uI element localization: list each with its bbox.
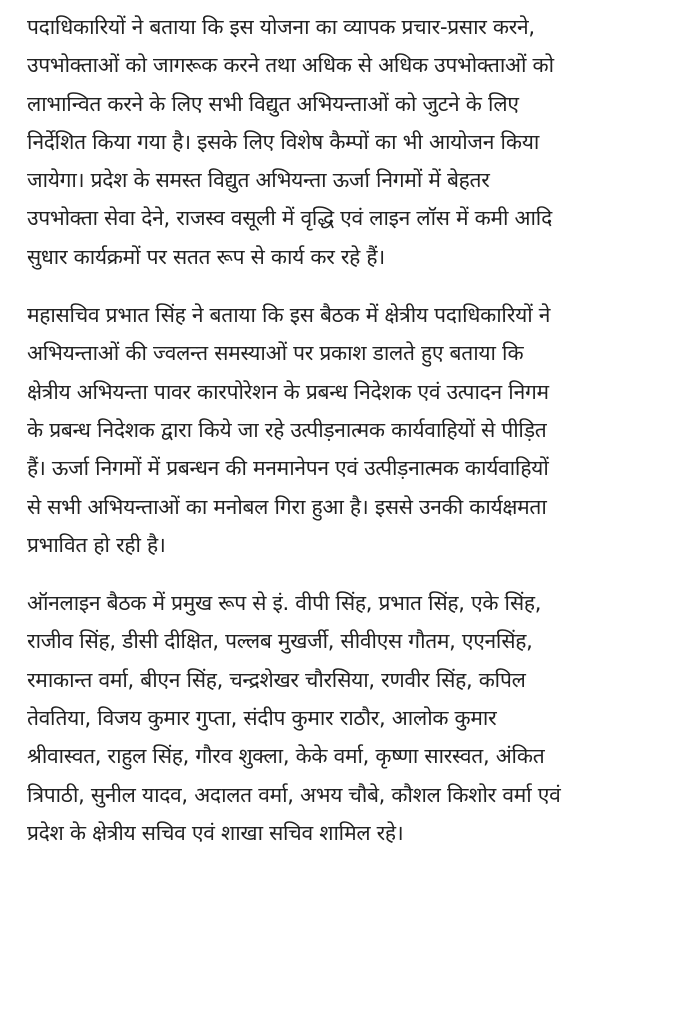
text-line: के प्रबन्ध निदेशक द्वारा किये जा रहे उत्पीड़नात्मक कार्यवाहियों से पीड़ित <box>27 417 547 442</box>
text-line: त्रिपाठी, सुनील यादव, अदालत वर्मा, अभय चौबे, कौशल किशोर वर्मा एवं <box>27 782 561 807</box>
paragraph-general-secretary <box>27 296 686 564</box>
text-line: पदाधिकारियों ने बताया कि इस योजना का व्यापक प्रचार-प्रसार करने, <box>27 15 535 39</box>
text-line: क्षेत्रीय अभियन्ता पावर कारपोरेशन के प्रबन्ध निदेशक एवं उत्पादन निगम <box>27 379 549 404</box>
text-line: उपभोक्ता सेवा देने, राजस्व वसूली में वृद्धि एवं लाइन लॉस में कमी आदि <box>27 206 552 231</box>
text-line: से सभी अभियन्ताओं का मनोबल गिरा हुआ है। इससे उनकी कार्यक्षमता <box>27 494 547 519</box>
paragraph-campaign <box>27 8 686 276</box>
text-line: लाभान्वित करने के लिए सभी विद्युत अभियन्ताओं को जुटने के लिए <box>27 91 519 116</box>
text-line: महासचिव प्रभात सिंह ने बताया कि इस बैठक में क्षेत्रीय पदाधिकारियों ने <box>27 303 551 328</box>
text-line: सुधार कार्यक्रमों पर सतत रूप से कार्य कर रहे हैं। <box>27 244 385 269</box>
text-line: प्रभावित हो रही है। <box>27 532 166 557</box>
text-line: श्रीवास्वत, राहुल सिंह, गौरव शुक्ला, केके वर्मा, कृष्णा सारस्वत, अंकित <box>27 744 545 769</box>
text-line: राजीव सिंह, डीसी दीक्षित, पल्लब मुखर्जी, सीवीएस गौतम, एएनसिंह, <box>27 629 533 654</box>
text-line: जायेगा। प्रदेश के समस्त विद्युत अभियन्ता ऊर्जा निगमों में बेहतर <box>27 168 490 193</box>
text-line: उपभोक्ताओं को जागरूक करने तथा अधिक से अधिक उपभोक्ताओं को <box>27 53 554 78</box>
text-line: निर्देशित किया गया है। इसके लिए विशेष कैम्पों का भी आयोजन किया <box>27 129 540 154</box>
text-line: अभियन्ताओं की ज्वलन्त समस्याओं पर प्रकाश डालते हुए बताया कि <box>27 341 524 366</box>
text-line: तेवतिया, विजय कुमार गुप्ता, संदीप कुमार राठौर, आलोक कुमार <box>27 706 497 731</box>
paragraph-attendees <box>27 584 686 852</box>
text-line: ऑनलाइन बैठक में प्रमुख रूप से इं. वीपी सिंह, प्रभात सिंह, एके सिंह, <box>27 591 542 616</box>
text-line: हैं। ऊर्जा निगमों में प्रबन्धन की मनमानेपन एवं उत्पीड़नात्मक कार्यवाहियों <box>27 456 549 481</box>
text-line: रमाकान्त वर्मा, बीएन सिंह, चन्द्रशेखर चौरसिया, रणवीर सिंह, कपिल <box>27 667 526 692</box>
text-line: प्रदेश के क्षेत्रीय सचिव एवं शाखा सचिव शामिल रहे। <box>27 820 404 845</box>
